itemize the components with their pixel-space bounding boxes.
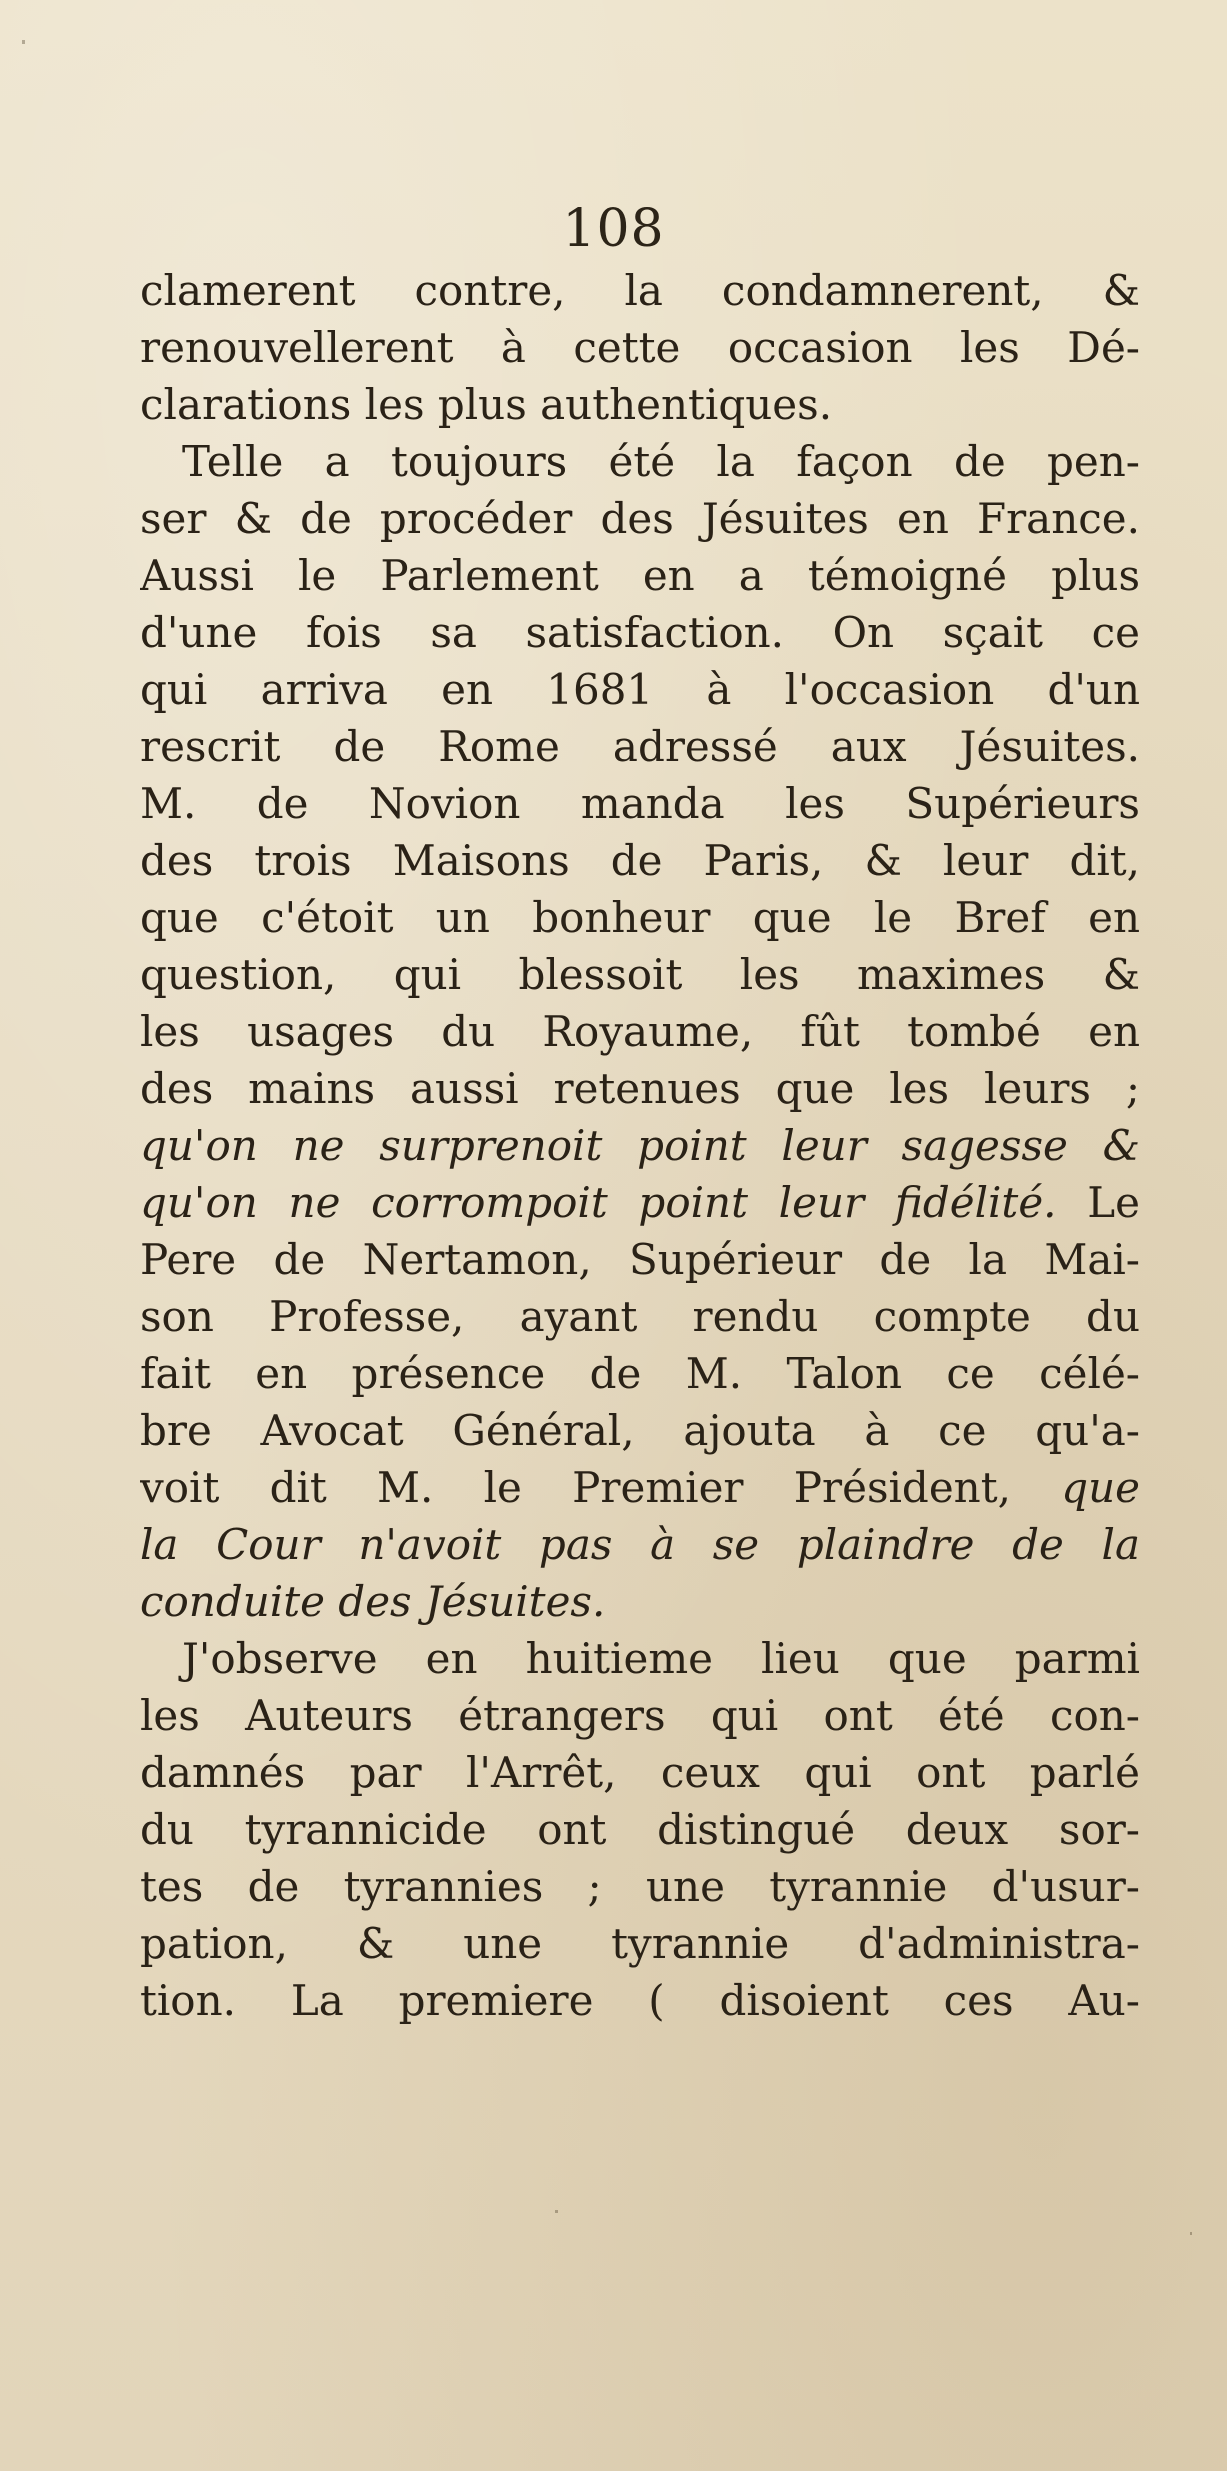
text-segment: son Professe, ayant rendu compte du [140, 1292, 1140, 1341]
italic-text: la Cour n'avoit pas à se plaindre de la [140, 1520, 1140, 1569]
text-segment: Aussi le Parlement en a témoigné plus [140, 551, 1140, 600]
text-line [140, 946, 1140, 1003]
text-segment: des trois Maisons de Paris, & leur dit, [140, 836, 1140, 885]
text-segment: du tyrannicide ont distingué deux sor- [140, 1805, 1140, 1854]
text-segment: voit dit M. le Premier Président, [140, 1463, 1062, 1512]
text-line [140, 1858, 1140, 1915]
text-line [140, 832, 1140, 889]
text-line [140, 1231, 1140, 1288]
text-line [140, 1687, 1140, 1744]
body-text [140, 262, 1140, 2029]
text-line [140, 433, 1140, 490]
text-line [140, 319, 1140, 376]
text-segment: Telle a toujours été la façon de pen- [182, 437, 1140, 486]
text-segment: tion. La premiere ( disoient ces Au- [140, 1976, 1140, 2025]
text-line [140, 1459, 1140, 1516]
text-segment: pation, & une tyrannie d'administra- [140, 1919, 1140, 1968]
text-line [140, 889, 1140, 946]
text-segment: les Auteurs étrangers qui ont été con- [140, 1691, 1140, 1740]
text-segment: M. de Novion manda les Supérieurs [140, 779, 1140, 828]
text-segment: clarations les plus authentiques. [140, 380, 833, 429]
text-line [140, 262, 1140, 319]
text-segment: Pere de Nertamon, Supérieur de la Mai- [140, 1235, 1140, 1284]
text-segment: damnés par l'Arrêt, ceux qui ont parlé [140, 1748, 1140, 1797]
text-line [140, 1915, 1140, 1972]
text-segment: bre Avocat Général, ajouta à ce qu'a- [140, 1406, 1140, 1455]
paper-speck [1190, 2232, 1192, 2235]
text-line [140, 1003, 1140, 1060]
text-segment: fait en présence de M. Talon ce célé- [140, 1349, 1140, 1398]
text-segment: d'une fois sa satisfaction. On sçait ce [140, 608, 1140, 657]
paper-speck [555, 2210, 558, 2213]
text-line [140, 1573, 1140, 1630]
text-line [140, 1288, 1140, 1345]
text-segment: rescrit de Rome adressé aux Jésuites. [140, 722, 1140, 771]
text-line [140, 1801, 1140, 1858]
text-segment: des mains aussi retenues que les leurs ; [140, 1064, 1140, 1113]
text-segment: renouvellerent à cette occasion les Dé- [140, 323, 1140, 372]
text-line [140, 661, 1140, 718]
text-line [140, 718, 1140, 775]
text-line [140, 775, 1140, 832]
italic-text: qu'on ne corrompoit point leur fidélité. [140, 1178, 1057, 1227]
paper-speck [22, 40, 25, 44]
text-line [140, 1174, 1140, 1231]
text-segment: clamerent contre, la condamnerent, & [140, 266, 1140, 315]
text-segment: les usages du Royaume, fût tombé en [140, 1007, 1140, 1056]
text-line [140, 547, 1140, 604]
text-segment: Le [1056, 1178, 1140, 1227]
text-line [140, 376, 1140, 433]
text-segment: que c'étoit un bonheur que le Bref en [140, 893, 1140, 942]
text-segment: tes de tyrannies ; une tyrannie d'usur- [140, 1862, 1140, 1911]
text-segment: J'observe en huitieme lieu que parmi [182, 1634, 1140, 1683]
italic-text: qu'on ne surprenoit point leur sagesse & [140, 1121, 1140, 1170]
italic-text: que [1061, 1463, 1140, 1512]
italic-text: conduite des Jésuites. [140, 1577, 606, 1626]
text-segment: qui arriva en 1681 à l'occasion d'un [140, 665, 1140, 714]
text-line [140, 604, 1140, 661]
text-line [140, 1744, 1140, 1801]
text-line [140, 1345, 1140, 1402]
text-line [140, 1402, 1140, 1459]
text-line [140, 490, 1140, 547]
text-segment: question, qui blessoit les maximes & [140, 950, 1140, 999]
text-line [140, 1630, 1140, 1687]
text-line [140, 1972, 1140, 2029]
text-line [140, 1060, 1140, 1117]
text-line [140, 1117, 1140, 1174]
text-segment: ser & de procéder des Jésuites en France. [140, 494, 1140, 543]
page-number: 108 [562, 199, 665, 259]
text-line [140, 1516, 1140, 1573]
